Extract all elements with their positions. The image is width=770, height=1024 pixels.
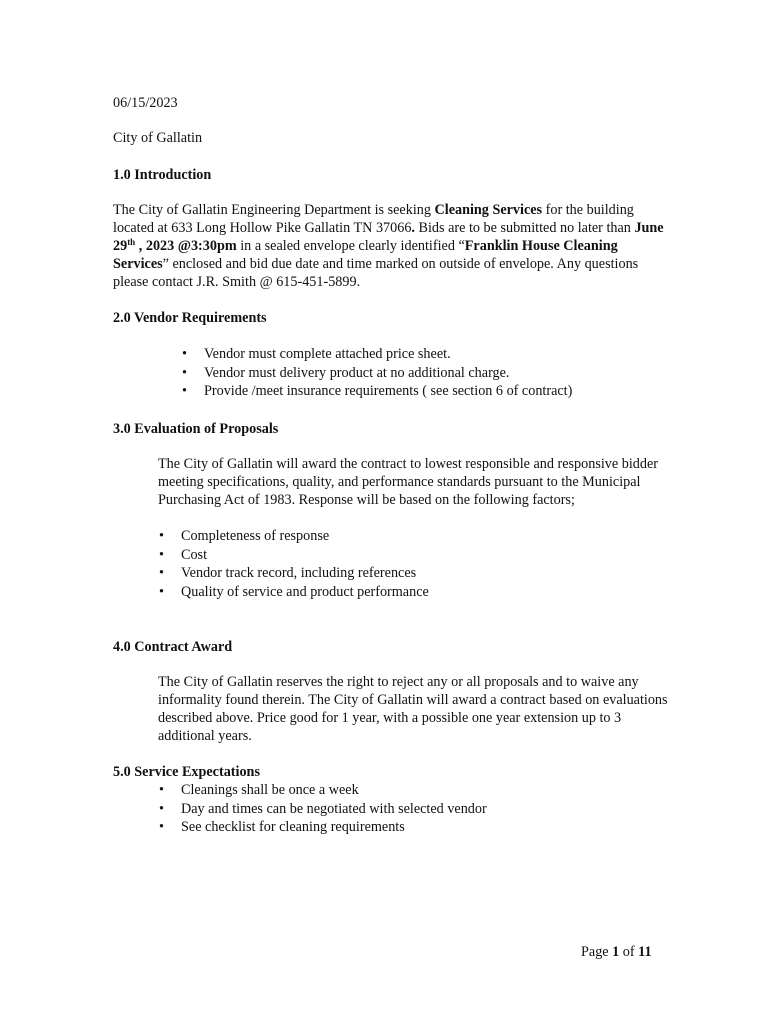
introduction-paragraph: The City of Gallatin Engineering Department is seeking Cleaning Services for the building located at 633 Long Hollow Pike Gallatin TN 37066. Bids are to be submitted no later than June 29th , 2023 @3:30pm in a sealed envelope clearly identified “Franklin House Cleaning Services” enclosed and bid due date and time marked on outside of envelope. Any questions please contact J.R. Smith @ 615-451-5899. — [113, 202, 664, 290]
section-3-heading: 3.0 Evaluation of Proposals — [113, 421, 279, 437]
list-item: • Vendor must complete attached price sheet. — [204, 345, 674, 364]
contract-award-paragraph: The City of Gallatin reserves the right to reject any or all proposals and to waive any informality found therein. The City of Gallatin will award a contract based on evaluations described above. Price good for 1 year, with a possible one year extension up to 3 additional years. — [158, 674, 668, 744]
evaluation-factors-list — [181, 527, 671, 601]
section-4-heading: 4.0 Contract Award — [113, 639, 233, 655]
section-1-heading: 1.0 Introduction — [113, 167, 212, 183]
evaluation-paragraph: The City of Gallatin will award the contract to lowest responsible and responsive bidder meeting specifications, quality, and performance standards pursuant to the Municipal Purchasing Act of 1983. Response will be based on the following factors; — [158, 456, 658, 508]
recipient-city: City of Gallatin — [113, 130, 203, 146]
section-2-heading: 2.0 Vendor Requirements — [113, 310, 267, 326]
vendor-requirements-list — [204, 345, 674, 401]
list-item: • See checklist for cleaning requirements — [181, 818, 671, 837]
service-expectations-list — [181, 781, 671, 837]
document-date: 06/15/2023 — [113, 95, 178, 111]
list-item: • Completeness of response — [181, 527, 671, 546]
list-item: • Vendor must delivery product at no additional charge. — [204, 364, 674, 383]
list-item: • Cost — [181, 546, 671, 565]
list-item: • Day and times can be negotiated with selected vendor — [181, 800, 671, 819]
section-5-heading: 5.0 Service Expectations — [113, 764, 260, 780]
list-item: • Vendor track record, including references — [181, 564, 671, 583]
list-item: • Provide /meet insurance requirements ( see section 6 of contract) — [204, 382, 674, 401]
list-item: • Quality of service and product performance — [181, 583, 671, 602]
list-item: • Cleanings shall be once a week — [181, 781, 671, 800]
page-number-footer: Page 1 of 11 — [581, 944, 652, 960]
